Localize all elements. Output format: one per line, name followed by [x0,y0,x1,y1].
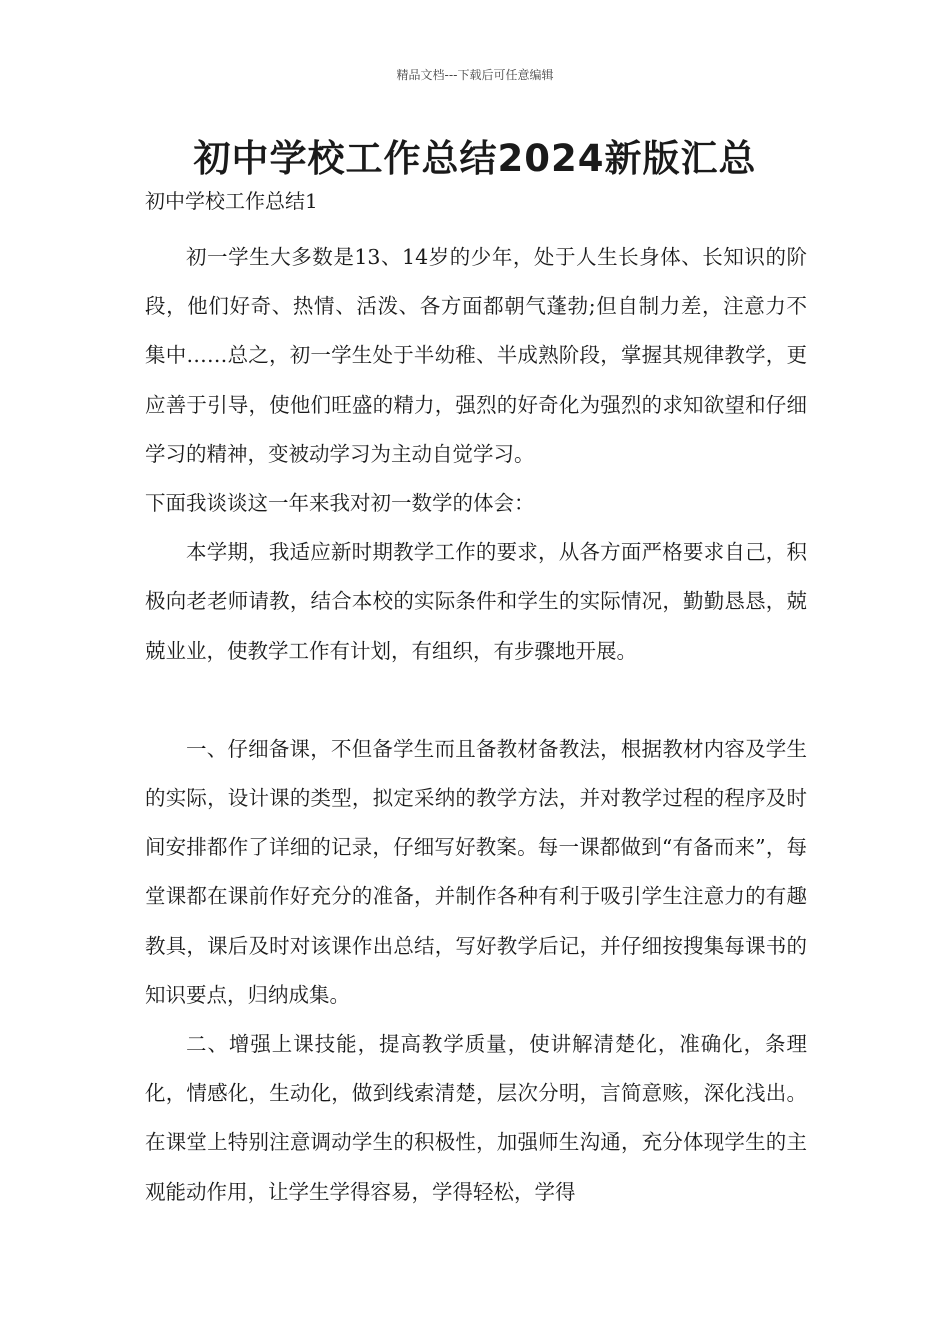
paragraph-transition: 下面我谈谈这一年来我对初一数学的体会： [145,491,535,516]
paragraph-point-two: 二、增强上课技能，提高教学质量，使讲解清楚化，准确化，条理化，情感化，生动化，做到线索清楚，层次分明，言简意赅，深化浅出。在课堂上特别注意调动学生的积极性，加强师生沟通，充分体现学生的主观能动作用，让学生学得容易，学得轻松，学得 [145,1032,807,1204]
document-subtitle: 初中学校工作总结1 [145,189,318,213]
paragraph-point-one: 一、仔细备课，不但备学生而且备教材备教法，根据教材内容及学生的实际，设计课的类型，拟定采纳的教学方法，并对教学过程的程序及时间安排都作了详细的记录，仔细写好教案。每一课都做到“有备而来”，每堂课都在课前作好充分的准备，并制作各种有利于吸引学生注意力的有趣教具，课后及时对该课作出总结，写好教学后记，并仔细按搜集每课书的知识要点，归纳成集。 [145,736,807,1007]
document-body [145,233,807,1217]
document-title: 初中学校工作总结2024新版汇总 [193,137,757,180]
paragraph-semester: 本学期，我适应新时期教学工作的要求，从各方面严格要求自己，积极向老老师请教，结合本校的实际条件和学生的实际情况，勤勤恳恳，兢兢业业，使教学工作有计划，有组织，有步骤地开展。 [145,540,807,663]
paragraph-spacer [145,676,807,725]
header-note: 精品文档---下载后可任意编辑 [396,68,554,82]
paragraph-intro: 初一学生大多数是13、14岁的少年，处于人生长身体、长知识的阶段，他们好奇、热情、活泼、各方面都朝气蓬勃;但自制力差，注意力不集中……总之，初一学生处于半幼稚、半成熟阶段，掌握其规律教学，更应善于引导，使他们旺盛的精力，强烈的好奇化为强烈的求知欲望和仔细学习的精神，变被动学习为主动自觉学习。 [145,245,807,466]
